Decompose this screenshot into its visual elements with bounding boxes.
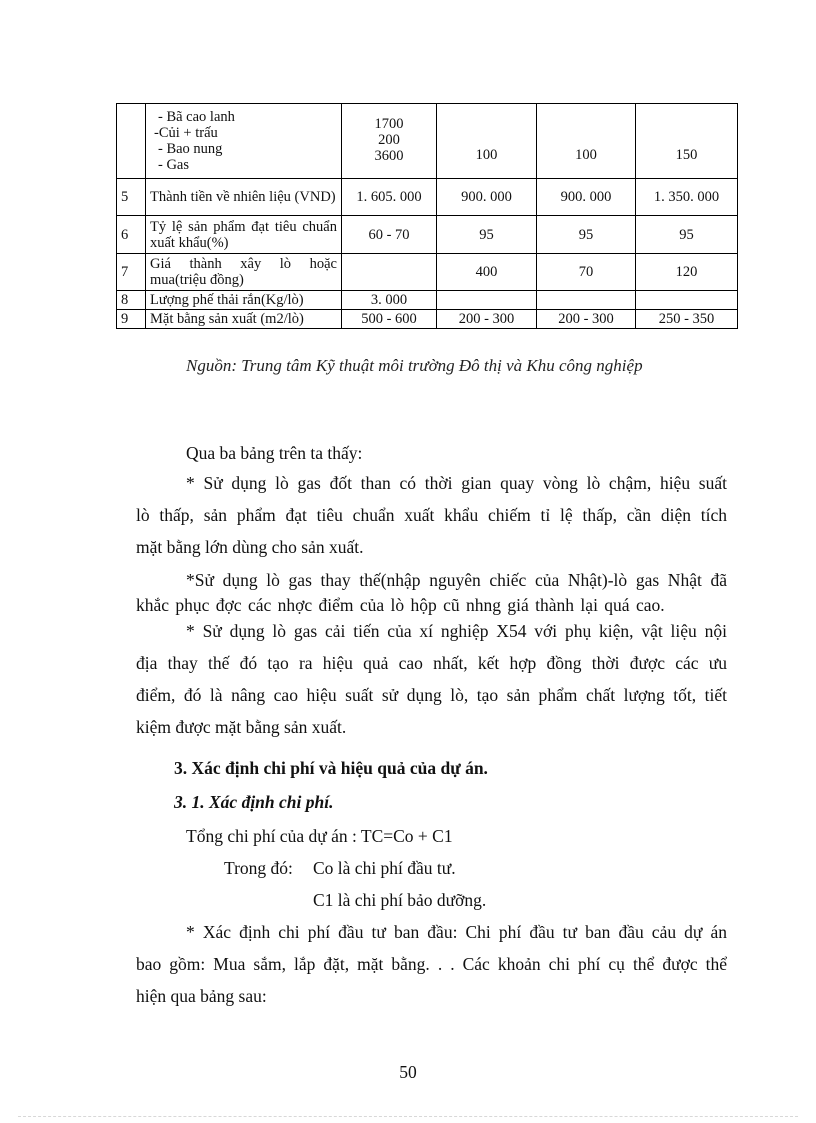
table-row [117,254,738,291]
table-cell: 100 [537,104,636,179]
table-cell: 100 [437,104,537,179]
ingredient-label: -Củi + trấu [154,125,218,141]
where-co: Co là chi phí đầu tư. [313,858,456,878]
table-cell [636,291,738,310]
table-cell [342,254,437,291]
table-cell: 200 - 300 [437,310,537,329]
fuel-comparison-table [116,103,738,329]
table-cell: 95 [437,216,537,254]
intro-text: Qua ba bảng trên ta thấy: [186,443,363,463]
paragraph-line: * Sử dụng lò gas đốt than có thời gian quay vòng lò chậm, hiệu suất [186,473,727,493]
row-label [146,104,342,179]
cell-value: 3600 [374,148,404,164]
page-bottom-edge [18,1116,798,1117]
paragraph-line: hiện qua bảng sau: [136,986,267,1006]
table-cell: 1. 605. 000 [342,179,437,216]
table-cell: 200 - 300 [537,310,636,329]
paragraph-line: bao gồm: Mua sắm, lắp đặt, mặt bằng. . . Các khoản chi phí cụ thể được thể [136,954,727,974]
row-number: 7 [117,254,146,291]
paragraph-line: * Sử dụng lò gas cải tiến của xí nghiệp X54 với phụ kiện, vật liệu nội [186,621,727,641]
paragraph-line: kiệm được mặt bằng sản xuất. [136,717,347,737]
row-label: Giá thành xây lò hoặc mua(triệu đồng) [146,254,342,291]
paragraph-line: mặt bằng lớn dùng cho sản xuất. [136,537,364,557]
row-label: Mặt bằng sản xuất (m2/lò) [146,310,342,329]
formula-text: Tổng chi phí của dự án : TC=Co + C1 [186,826,453,846]
table-cell: 500 - 600 [342,310,437,329]
table-cell: 95 [636,216,738,254]
table-cell: 900. 000 [537,179,636,216]
row-label: Thành tiền về nhiên liệu (VND) [146,179,342,216]
table-cell: 150 [636,104,738,179]
table-row [117,291,738,310]
ingredient-label: - Bao nung [158,141,223,157]
table-cell: 60 - 70 [342,216,437,254]
section-heading: 3. Xác định chi phí và hiệu quả của dự án. [174,758,488,778]
table-cell: 3. 000 [342,291,437,310]
table-cell: 900. 000 [437,179,537,216]
where-label: Trong đó: [224,858,293,878]
table-cell: 250 - 350 [636,310,738,329]
row-number: 5 [117,179,146,216]
row-number: 8 [117,291,146,310]
paragraph-line: khắc phục đợc các nhợc điểm của lò hộp cũ nhng giá thành lại quá cao. [136,595,665,615]
table-row [117,179,738,216]
table-row [117,310,738,329]
table-cell: 400 [437,254,537,291]
row-number: 6 [117,216,146,254]
paragraph-line: địa thay thế đó tạo ra hiệu quả cao nhất, kết hợp đồng thời được các ưu [136,653,727,673]
table-cell: 95 [537,216,636,254]
table-row [117,216,738,254]
paragraph-line: * Xác định chi phí đầu tư ban đầu: Chi phí đầu tư ban đầu cảu dự án [186,922,727,942]
row-label: Tỷ lệ sản phẩm đạt tiêu chuẩn xuất khẩu(%) [146,216,342,254]
row-number [117,104,146,179]
where-c1: C1 là chi phí bảo dưỡng. [313,890,487,910]
table-cell: 1. 350. 000 [636,179,738,216]
table-cell [437,291,537,310]
ingredient-label: - Bã cao lanh [158,109,235,125]
table-cell: 70 [537,254,636,291]
subsection-heading: 3. 1. Xác định chi phí. [174,792,334,812]
page-number: 50 [399,1062,417,1082]
ingredient-label: - Gas [158,157,190,173]
table-cell: 120 [636,254,738,291]
paragraph-line: *Sử dụng lò gas thay thế(nhập nguyên chiếc của Nhật)-lò gas Nhật đã [186,570,727,590]
paragraph-line: điểm, đó là nâng cao hiệu suất sử dụng lò, tạo sản phẩm chất lượng tốt, tiết [136,685,727,705]
cell-value: 1700 [374,116,404,132]
cell-value: 200 [378,132,400,148]
table-cell [537,291,636,310]
table-cell [342,104,437,179]
paragraph-line: lò thấp, sản phẩm đạt tiêu chuẩn xuất khẩu chiếm tỉ lệ thấp, cần diện tích [136,505,727,525]
table-row [117,104,738,179]
row-label: Lượng phế thải rắn(Kg/lò) [146,291,342,310]
row-number: 9 [117,310,146,329]
table-source-note: Nguồn: Trung tâm Kỹ thuật môi trường Đô thị và Khu công nghiệp [186,356,643,375]
